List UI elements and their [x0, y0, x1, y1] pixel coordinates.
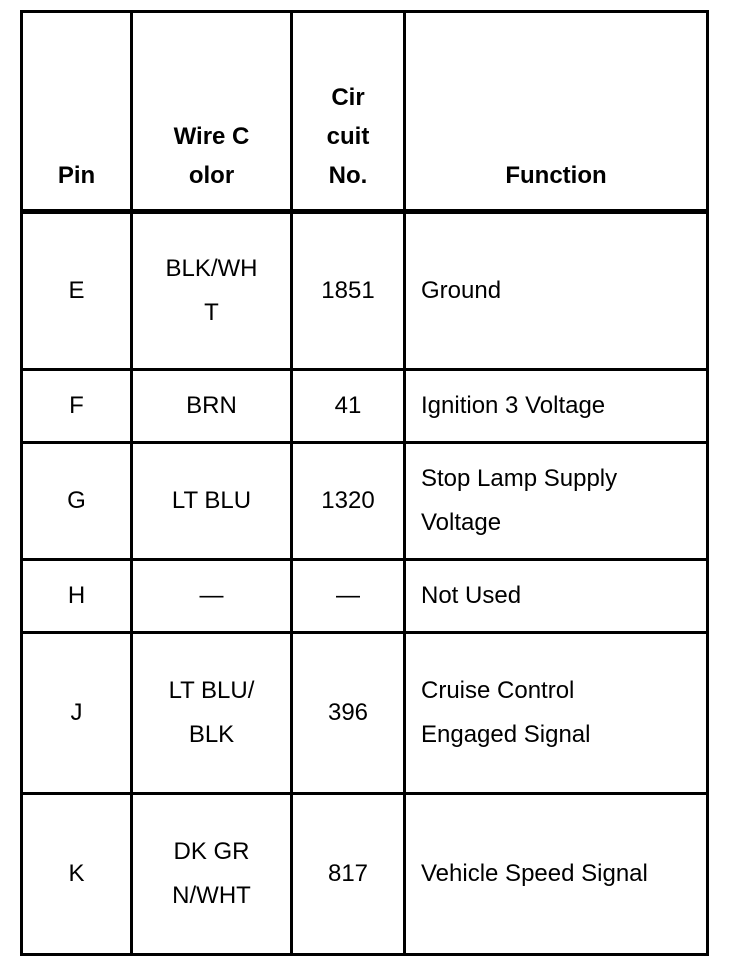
connector-pin-table — [20, 10, 709, 956]
pin-cell: H — [22, 560, 132, 633]
circuit-no-cell: 1851 — [292, 212, 405, 370]
table-row — [22, 633, 708, 794]
function-cell: Ignition 3 Voltage — [405, 370, 708, 443]
function-cell: Not Used — [405, 560, 708, 633]
function-cell: Vehicle Speed Signal — [405, 794, 708, 955]
pin-cell: E — [22, 212, 132, 370]
header-pin: Pin — [22, 12, 132, 212]
circuit-no-cell: 817 — [292, 794, 405, 955]
function-cell: Cruise Control Engaged Signal — [405, 633, 708, 794]
wire-color-cell: BLK/WHT — [132, 212, 292, 370]
function-cell: Ground — [405, 212, 708, 370]
wire-color-cell: LT BLU — [132, 443, 292, 560]
circuit-no-cell: 396 — [292, 633, 405, 794]
table-row — [22, 443, 708, 560]
header-row — [22, 12, 708, 212]
pin-cell: K — [22, 794, 132, 955]
wire-color-cell: LT BLU/BLK — [132, 633, 292, 794]
header-circuit-no: Cir cuit No. — [292, 12, 405, 212]
header-function: Function — [405, 12, 708, 212]
header-wire-color: Wire Color — [132, 12, 292, 212]
circuit-no-cell: 1320 — [292, 443, 405, 560]
table-row — [22, 370, 708, 443]
table-row — [22, 212, 708, 370]
table-row — [22, 794, 708, 955]
wire-color-cell: DK GRN/WHT — [132, 794, 292, 955]
table-row — [22, 560, 708, 633]
wire-color-cell: — — [132, 560, 292, 633]
circuit-no-cell: — — [292, 560, 405, 633]
wire-color-cell: BRN — [132, 370, 292, 443]
pin-cell: J — [22, 633, 132, 794]
pin-cell: G — [22, 443, 132, 560]
circuit-no-cell: 41 — [292, 370, 405, 443]
pin-cell: F — [22, 370, 132, 443]
function-cell: Stop Lamp Supply Voltage — [405, 443, 708, 560]
